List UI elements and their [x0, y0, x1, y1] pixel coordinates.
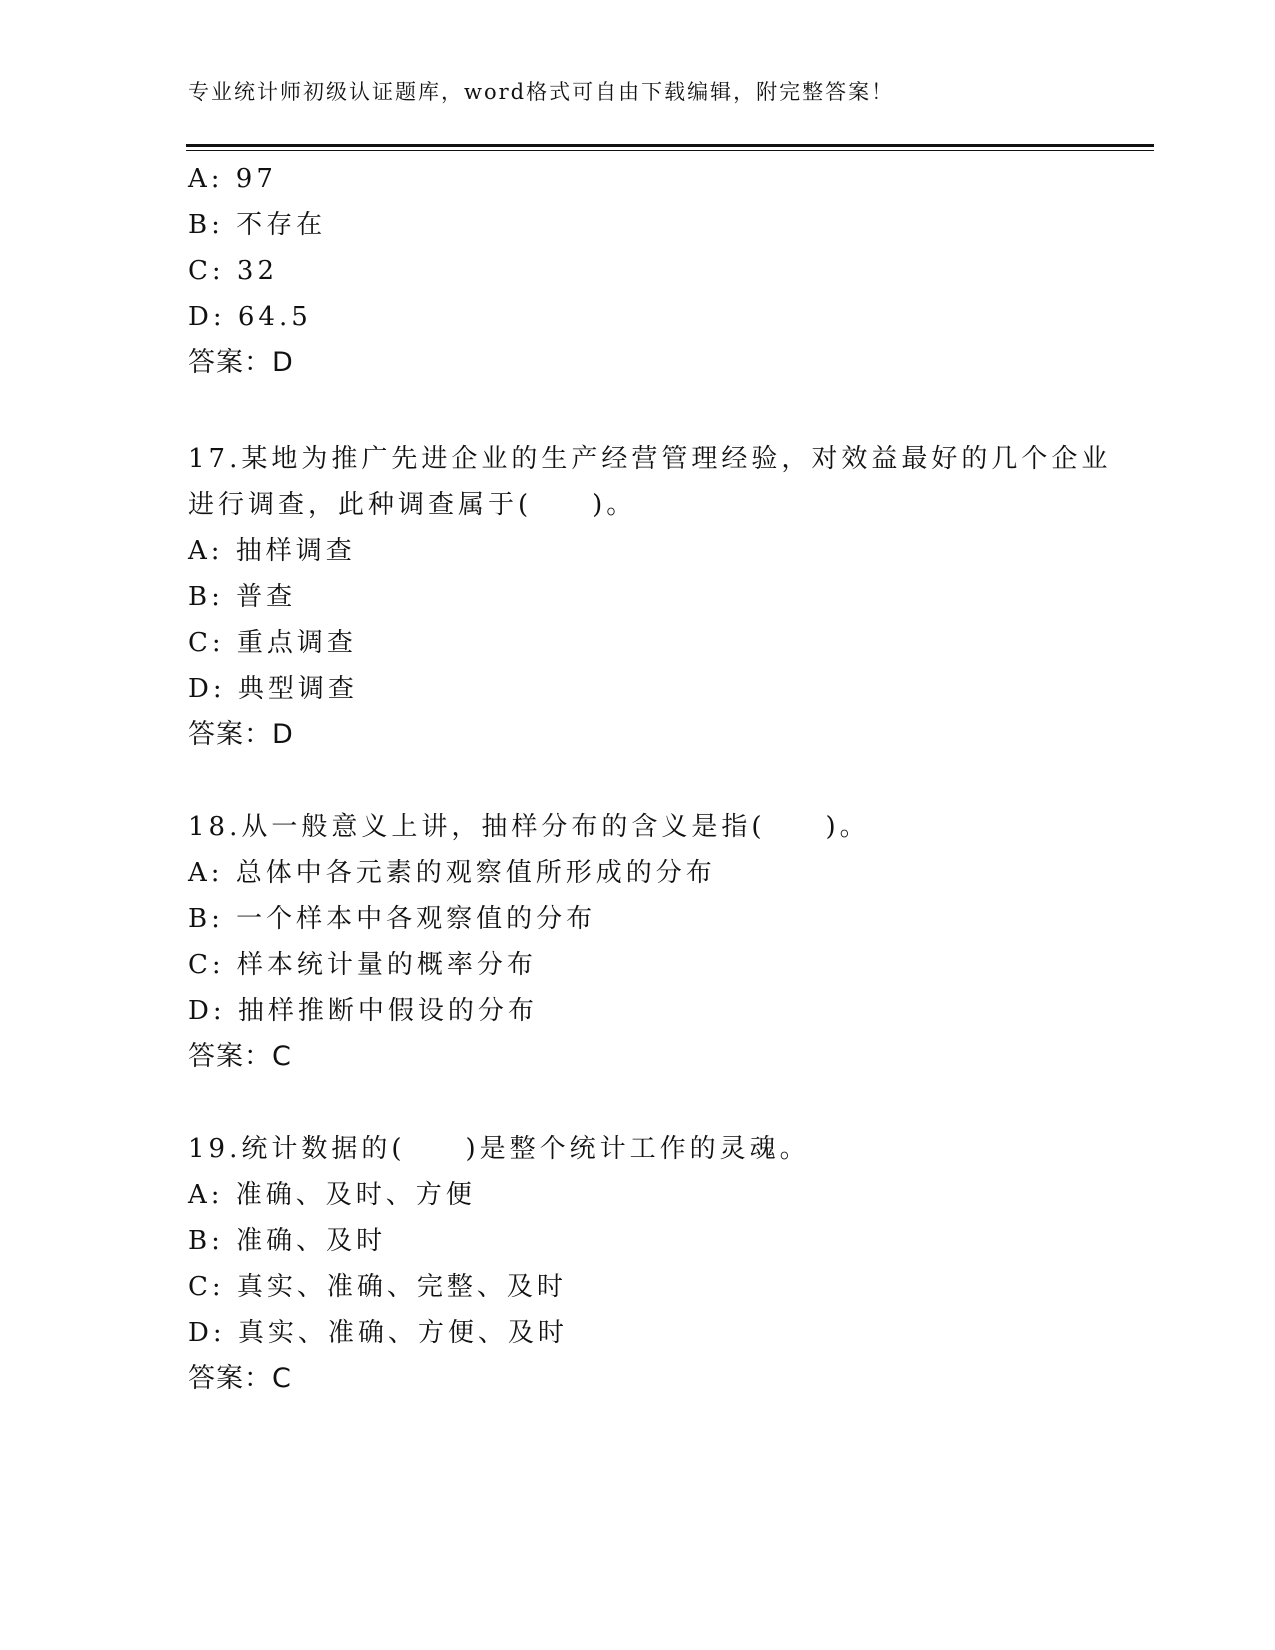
option-a: A: 准确、及时、方便 — [188, 1180, 476, 1210]
option-b: B: 一个样本中各观察值的分布 — [188, 904, 597, 934]
option-d: D: 真实、准确、方便、及时 — [188, 1318, 568, 1348]
option-d: D: 典型调查 — [188, 674, 358, 704]
option-a: A: 抽样调查 — [188, 536, 356, 566]
option-b: B: 准确、及时 — [188, 1226, 387, 1256]
option-a: A: 总体中各元素的观察值所形成的分布 — [188, 858, 716, 888]
answer: 答案：C — [188, 1041, 292, 1072]
prev-question-block — [188, 156, 1108, 386]
option-c: C: 重点调查 — [188, 628, 357, 658]
question-19 — [188, 1126, 1108, 1402]
question-stem-line: 19.统计数据的( )是整个统计工作的灵魂。 — [188, 1134, 810, 1164]
option-d: D: 64.5 — [188, 302, 312, 332]
answer: 答案：D — [188, 719, 294, 750]
option-c: C: 真实、准确、完整、及时 — [188, 1272, 567, 1302]
header-divider-thick — [186, 144, 1154, 147]
question-stem-line: 18.从一般意义上讲，抽样分布的含义是指( )。 — [188, 812, 870, 842]
question-17 — [188, 436, 1112, 758]
question-stem-line: 进行调查，此种调查属于( )。 — [188, 490, 637, 520]
option-b: B: 不存在 — [188, 210, 327, 240]
option-a: A: 97 — [188, 164, 277, 194]
option-c: C: 样本统计量的概率分布 — [188, 950, 537, 980]
question-stem-line: 17.某地为推广先进企业的生产经营管理经验，对效益最好的几个企业 — [188, 444, 1112, 474]
question-18 — [188, 804, 1108, 1080]
page-header: 专业统计师初级认证题库，word格式可自由下载编辑，附完整答案！ — [188, 80, 895, 104]
answer: 答案：D — [188, 347, 294, 378]
option-c: C: 32 — [188, 256, 279, 286]
answer: 答案：C — [188, 1363, 292, 1394]
option-d: D: 抽样推断中假设的分布 — [188, 996, 538, 1026]
option-b: B: 普查 — [188, 582, 297, 612]
header-divider-thin — [186, 150, 1154, 151]
